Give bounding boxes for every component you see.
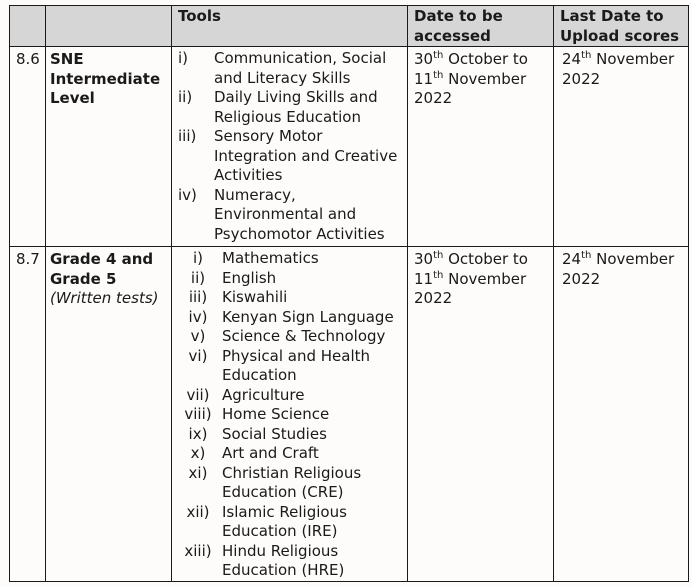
tool-marker: xiii) <box>184 541 212 560</box>
tool-name: Home Science <box>222 405 330 423</box>
learning-area-title: Grade 4 and Grade 5 <box>50 250 154 288</box>
tool-marker: ix) <box>188 424 208 443</box>
tool-item <box>174 405 407 425</box>
table-row <box>10 47 689 247</box>
tools-list <box>174 249 407 581</box>
tool-name: Christian Religious Education (CRE) <box>222 463 362 501</box>
header-date-accessed: Date to be accessed <box>408 6 554 47</box>
tool-name: Daily Living Skills and Religious Education <box>214 88 378 126</box>
tool-item <box>174 127 407 186</box>
header-last-date: Last Date to Upload scores <box>554 6 689 47</box>
tool-marker: vi) <box>188 346 208 365</box>
tool-marker: x) <box>190 444 206 462</box>
last-date-upload: 24th November 2022 <box>554 47 689 247</box>
tool-item <box>174 347 407 386</box>
tool-name: Agriculture <box>222 385 305 404</box>
learning-area-title: SNE Intermediate Level <box>50 50 161 107</box>
tool-name: Sensory Motor Integration and Creative Activities <box>214 127 398 184</box>
tool-name: Physical and Health Education <box>222 346 371 384</box>
tool-item <box>174 327 407 347</box>
tool-item <box>174 186 407 245</box>
row-number: 8.6 <box>10 47 46 247</box>
tool-item <box>174 503 407 542</box>
date-to-be-accessed: 30th October to 11th November 2022 <box>408 47 554 247</box>
tools-list <box>174 49 407 244</box>
tool-item <box>174 249 407 269</box>
tool-name: Social Studies <box>222 424 327 443</box>
tool-name: English <box>222 268 277 287</box>
header-row <box>10 6 689 47</box>
tool-marker: iv) <box>178 185 197 204</box>
tool-name: Hindu Religious Education (HRE) <box>222 541 345 579</box>
tool-marker: ii) <box>190 268 206 287</box>
tools-cell <box>172 247 408 582</box>
tool-item <box>174 386 407 406</box>
last-date-upload: 24th November 2022 <box>554 247 689 582</box>
tool-name: Kenyan Sign Language <box>222 307 394 326</box>
header-learning-area <box>46 6 172 47</box>
learning-area <box>46 247 172 582</box>
tool-marker: v) <box>190 327 206 345</box>
tool-name: Mathematics <box>222 249 319 267</box>
tool-name: Kiswahili <box>222 288 288 306</box>
tool-item <box>174 444 407 464</box>
tool-marker: ii) <box>178 88 193 106</box>
row-number: 8.7 <box>10 247 46 582</box>
tool-item <box>174 269 407 289</box>
tools-cell <box>172 47 408 247</box>
tool-marker: vii) <box>186 385 210 404</box>
date-to-be-accessed: 30th October to 11th November 2022 <box>408 247 554 582</box>
tool-item <box>174 425 407 445</box>
tool-marker: i) <box>192 249 204 267</box>
tool-marker: xii) <box>186 502 210 521</box>
tool-name: Art and Craft <box>222 444 319 462</box>
learning-area <box>46 47 172 247</box>
tool-name: Numeracy, Environmental and Psychomotor Activities <box>214 185 385 243</box>
tool-marker: viii) <box>184 405 212 423</box>
tool-name: Science & Technology <box>222 327 386 345</box>
tool-item <box>174 88 407 127</box>
header-tools: Tools <box>172 6 408 47</box>
tool-marker: iii) <box>188 288 208 306</box>
learning-area-note: (Written tests) <box>50 289 159 307</box>
tool-name: Islamic Religious Education (IRE) <box>222 502 347 540</box>
header-number <box>10 6 46 47</box>
assessment-schedule-table <box>9 5 689 582</box>
tool-marker: xi) <box>188 463 208 482</box>
tool-item <box>174 464 407 503</box>
tool-item <box>174 308 407 328</box>
tool-name: Communication, Social and Literacy Skills <box>214 49 387 87</box>
tool-marker: iii) <box>178 127 197 145</box>
table-row <box>10 247 689 582</box>
tool-item <box>174 288 407 308</box>
tool-item <box>174 49 407 88</box>
tool-item <box>174 542 407 581</box>
tool-marker: iv) <box>188 307 208 326</box>
tool-marker: i) <box>178 49 189 67</box>
